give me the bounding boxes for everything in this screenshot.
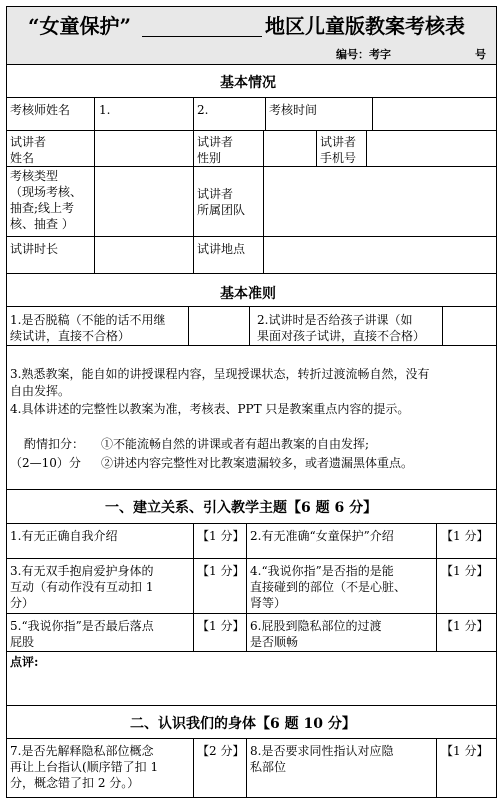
deduct-label-2: （2—10）分 [10, 456, 81, 470]
item-8-text-2: 私部位 [250, 760, 287, 774]
rule-1-line-1: 1.是否脱稿（不能的话不用继 [10, 313, 166, 327]
item-6-text-2: 是否顺畅 [250, 635, 299, 649]
item-8-text-1: 8.是否要求同性指认对应隐 [250, 744, 394, 758]
rule-3-line-1: 3.熟悉教案，能自如的讲授课程内容，呈现授课状态，转折过渡流畅自然，没有 [10, 367, 430, 381]
item-2-score: 【1 分】 [441, 529, 489, 543]
item-4-text-2: 直接碰到的部位（不是心脏、 [250, 580, 407, 594]
item-5-text-2: 屁股 [10, 635, 35, 649]
item-3-text-1: 3.有无双手抱肩爱护身体的 [10, 564, 154, 578]
item-8-score: 【1 分】 [441, 744, 489, 758]
rule-1-line-2: 续试讲，直接不合格） [10, 329, 131, 343]
item-7-text-1: 7.是否先解释隐私部位概念 [10, 744, 154, 758]
deduct-item-1: ①不能流畅自然的讲课或者有超出教案的自由发挥; [101, 437, 370, 451]
item-1-score: 【1 分】 [197, 529, 245, 543]
item-7-score: 【2 分】 [197, 744, 245, 758]
examiner-2: 2. [197, 103, 209, 117]
item-5-score: 【1 分】 [197, 619, 245, 633]
item-2-text: 2.有无准确“女童保护”介绍 [250, 529, 394, 543]
lecturer-phone-label-1: 试讲者 [320, 135, 357, 149]
item-7-text-2: 再让上台指认(顺序错了扣 1 [10, 760, 159, 774]
exam-type-label-1: 考核类型 [10, 169, 59, 183]
item-3-score: 【1 分】 [197, 564, 245, 578]
item-3-text-3: 分） [10, 596, 35, 610]
lecturer-gender-label-2: 性别 [197, 151, 222, 165]
item-3-text-2: 互动（有动作没有互动扣 1 [10, 580, 154, 594]
examiner-name-label: 考核师姓名 [10, 103, 71, 117]
title-left: “女童保护” [28, 14, 132, 38]
rule-2-line-2: 果面对孩子试讲，直接不合格） [257, 329, 426, 343]
item-7-text-3: 分，概念错了扣 2 分。） [10, 776, 140, 790]
deduct-label-1: 酌情扣分： [24, 437, 85, 451]
item-6-text-1: 6.屁股到隐私部位的过渡 [250, 619, 382, 633]
serial-unit: 号 [475, 48, 486, 61]
rule-2-line-1: 2.试讲时是否给孩子讲课（如 [257, 313, 413, 327]
lecture-duration-label: 试讲时长 [10, 242, 59, 256]
rule-4: 4.具体讲述的完整性以教案为准，考核表、PPT 只是教案重点内容的提示。 [10, 402, 410, 416]
serial-label: 编号：考字 [336, 48, 391, 61]
lecturer-name-label-2: 姓名 [10, 151, 35, 165]
exam-type-label-2: （现场考核、 [10, 185, 83, 199]
examiner-1: 1. [99, 103, 111, 117]
lecturer-team-label-2: 所属团队 [197, 203, 246, 217]
section-1-heading: 一、建立关系、引入教学主题【6 题 6 分】 [105, 500, 378, 516]
item-1-text: 1.有无正确自我介绍 [10, 529, 118, 543]
lecturer-team-label-1: 试讲者 [197, 187, 234, 201]
title-region-blank [142, 36, 262, 37]
item-4-text-1: 4.“我说你指”是否指的是能 [250, 564, 394, 578]
title-right: 地区儿童版教案考核表 [265, 14, 465, 38]
lecture-location-label: 试讲地点 [197, 242, 246, 256]
lecturer-name-label-1: 试讲者 [10, 135, 47, 149]
item-6-score: 【1 分】 [441, 619, 489, 633]
deduct-item-2: ②讲述内容完整性对比教案遗漏较多，或者遗漏黑体重点。 [101, 456, 414, 470]
exam-time-label: 考核时间 [269, 103, 318, 117]
rule-3-line-2: 自由发挥。 [10, 384, 71, 398]
lecturer-gender-label-1: 试讲者 [197, 135, 234, 149]
basic-info-heading: 基本情况 [220, 75, 276, 91]
item-4-score: 【1 分】 [441, 564, 489, 578]
section-2-heading: 二、认识我们的身体【6 题 10 分】 [130, 716, 356, 732]
exam-type-label-3: 抽查;线上考 [10, 201, 75, 215]
item-4-text-3: 肾等） [250, 596, 287, 610]
lecturer-phone-label-2: 手机号 [320, 151, 357, 165]
item-5-text-1: 5.“我说你指”是否最后落点 [10, 619, 154, 633]
exam-type-label-4: 核、抽查 ） [10, 217, 74, 231]
comment-label: 点评: [10, 655, 39, 669]
basic-rules-heading: 基本准则 [220, 286, 276, 302]
